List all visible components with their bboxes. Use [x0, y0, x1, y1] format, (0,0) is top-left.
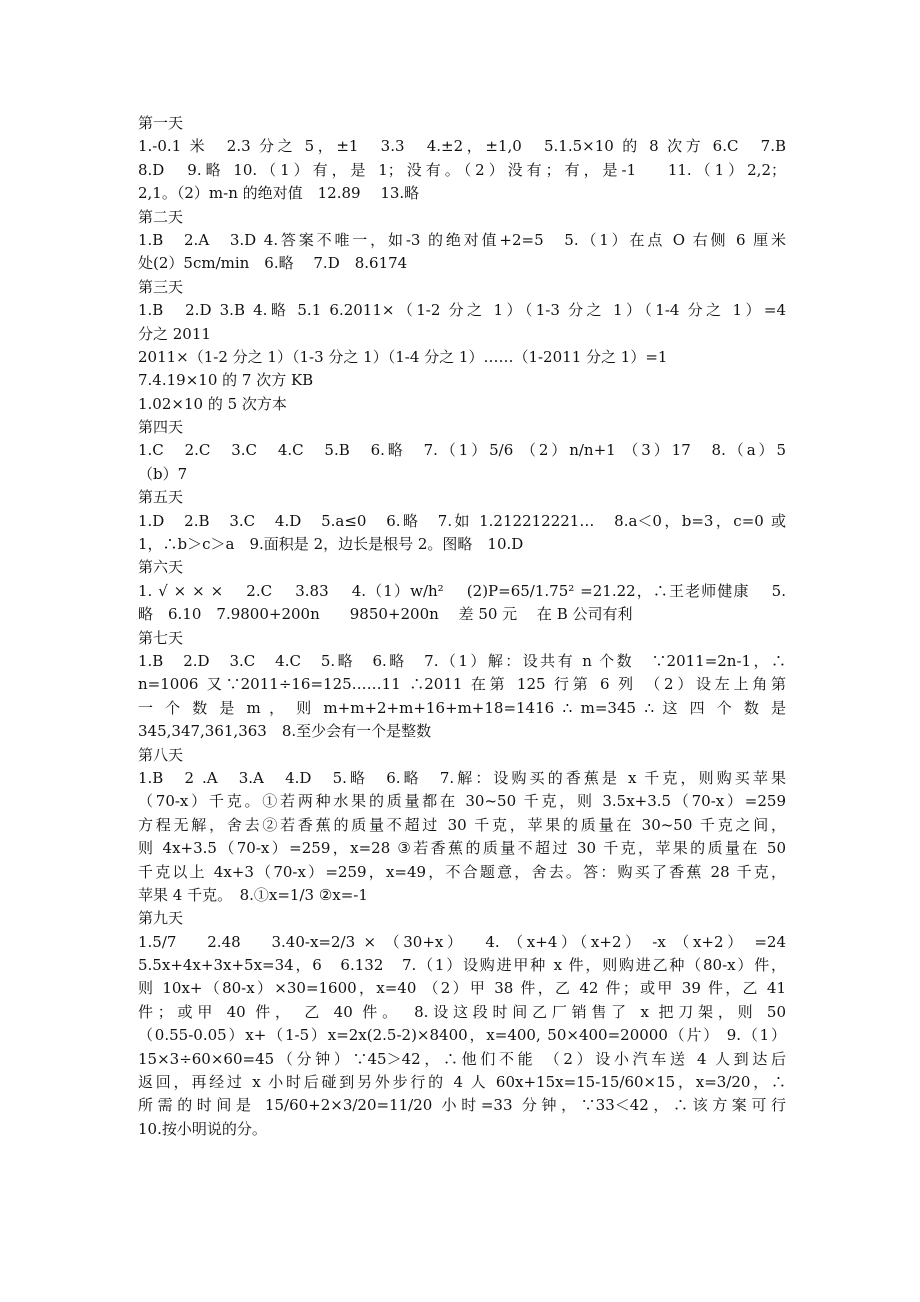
text-line: 1.5/7 2.48 3.40-x=2/3 × （30+x） 4. （x+4）（x+2） -x （x+2） =24 — [138, 932, 786, 951]
day-6-section — [138, 556, 786, 626]
text-line: 1.02×10 的 5 次方本 — [138, 394, 287, 413]
day-2-section — [138, 206, 786, 276]
text-line: 件；或甲 40 件， 乙 40 件。 8.设这段时间乙厂销售了 x 把刀架，则 50 — [138, 1002, 786, 1021]
day-5-section — [138, 486, 786, 556]
day-5-heading: 第五天 — [138, 488, 184, 507]
day-1-section — [138, 112, 786, 206]
day-3-section — [138, 276, 786, 416]
day-8-section — [138, 744, 786, 908]
answer-document — [138, 112, 786, 1141]
text-line: 1.B 2 .A 3.A 4.D 5.略 6.略 7.解：设购买的香蕉是 x 千克，则购买苹果 — [138, 768, 786, 787]
text-line: 1.C 2.C 3.C 4.C 5.B 6.略 7.（1）5/6 （2）n/n+1 （3）17 8.（a）5 — [138, 441, 786, 460]
day-6-heading: 第六天 — [138, 558, 184, 577]
text-line: 1.B 2.D 3.C 4.C 5.略 6.略 7.（1）解：设共有 n 个数 ∵2011=2n-1，∴ — [138, 651, 786, 670]
text-line: 所需的时间是 15/60+2×3/20=11/20 小时=33 分钟，∵33＜42，∴该方案可行 — [138, 1096, 786, 1115]
text-line: 略 6.10 7.9800+200n 9850+200n 差 50 元 在 B 公司有利 — [138, 605, 633, 624]
text-line: 则 10x+（80-x）×30=1600，x=40 （2）甲 38 件，乙 42 件；或甲 39 件，乙 41 — [138, 979, 786, 998]
text-line: 处(2）5cm/min 6.略 7.D 8.6174 — [138, 254, 408, 273]
text-line: 则 4x+3.5（70-x）=259，x=28 ③若香蕉的质量不超过 30 千克，苹果的质量在 50 — [138, 839, 786, 858]
text-line: 1.-0.1 米 2.3 分之 5，±1 3.3 4.±2，±1,0 5.1.5×10 的 8 次方 6.C 7.B — [138, 137, 786, 156]
day-8-heading: 第八天 — [138, 745, 184, 764]
text-line: 方程无解，舍去②若香蕉的质量不超过 30 千克，苹果的质量在 30~50 千克之间， — [138, 815, 786, 834]
text-line: 一 个 数 是 m ， 则 m+m+2+m+16+m+18=1416 ∴ m=345 ∴ 这 四 个 数 是 — [138, 698, 786, 717]
text-line: （70-x）千克。①若两种水果的质量都在 30~50 千克，则 3.5x+3.5（70-x）=259 — [138, 792, 786, 811]
text-line: （b）7 — [138, 464, 188, 483]
text-line: 1.B 2.D 3.B 4.略 5.1 6.2011×（1-2 分之 1）（1-3 分之 1）（1-4 分之 1）=4 — [138, 301, 786, 320]
day-1-heading: 第一天 — [138, 114, 184, 132]
text-line: 2,1。（2）m-n 的绝对值 12.89 13.略 — [138, 184, 420, 203]
day-2-heading: 第二天 — [138, 207, 184, 226]
text-line: 5.5x+4x+3x+5x=34，6 6.132 7.（1）设购进甲种 x 件，则购进乙种（80-x）件， — [138, 956, 786, 975]
text-line: 千克以上 4x+3（70-x）=259，x=49，不合题意，舍去。答：购买了香蕉 28 千克， — [138, 862, 786, 881]
day-9-heading: 第九天 — [138, 909, 184, 928]
day-7-heading: 第七天 — [138, 628, 184, 647]
text-line: 分之 2011 — [138, 324, 211, 343]
day-3-heading: 第三天 — [138, 277, 184, 296]
text-line: 10.按小明说的分。 — [138, 1119, 267, 1138]
text-line: 1.B 2.A 3.D 4.答案不唯一，如-3 的绝对值+2=5 5.（1）在点 O 右侧 6 厘米 — [138, 230, 786, 249]
text-line: 1. √ × × × 2.C 3.83 4.（1）w/h² (2)P=65/1.75² =21.22，∴王老师健康 5. — [138, 581, 786, 600]
text-line: 1.D 2.B 3.C 4.D 5.a≤0 6.略 7.如 1.212212221… 8.a＜0，b=3，c=0 或 — [138, 511, 786, 530]
day-9-section — [138, 907, 786, 1141]
day-4-section — [138, 416, 786, 486]
text-line: 1，∴b＞c＞a 9.面积是 2，边长是根号 2。图略 10.D — [138, 535, 524, 554]
text-line: （0.55-0.05）x+（1-5）x=2x(2.5-2)×8400，x=400, 50×400=20000（片） 9.（1） — [138, 1026, 786, 1045]
text-line: 7.4.19×10 的 7 次方 KB — [138, 371, 314, 390]
day-4-heading: 第四天 — [138, 418, 184, 437]
text-line: 苹果 4 千克。 8.①x=1/3 ②x=-1 — [138, 885, 368, 904]
text-line: 15×3÷60×60=45（分钟）∵45＞42，∴他们不能 （2）设小汽车送 4 人到达后 — [138, 1049, 786, 1068]
text-line: 2011×（1-2 分之 1）（1-3 分之 1）（1-4 分之 1）……（1-2011 分之 1）=1 — [138, 347, 668, 366]
text-line: n=1006 又∵2011÷16=125……11 ∴2011 在第 125 行第 6 列 （2）设左上角第 — [138, 675, 786, 694]
day-7-section — [138, 627, 786, 744]
text-line: 8.D 9.略 10.（1）有，是 1；没有。（2）没有；有，是-1 11.（1）2,2； — [138, 160, 786, 179]
text-line: 返回，再经过 x 小时后碰到另外步行的 4 人 60x+15x=15-15/60×15，x=3/20，∴ — [138, 1073, 786, 1092]
text-line: 345,347,361,363 8.至少会有一个是整数 — [138, 722, 432, 741]
